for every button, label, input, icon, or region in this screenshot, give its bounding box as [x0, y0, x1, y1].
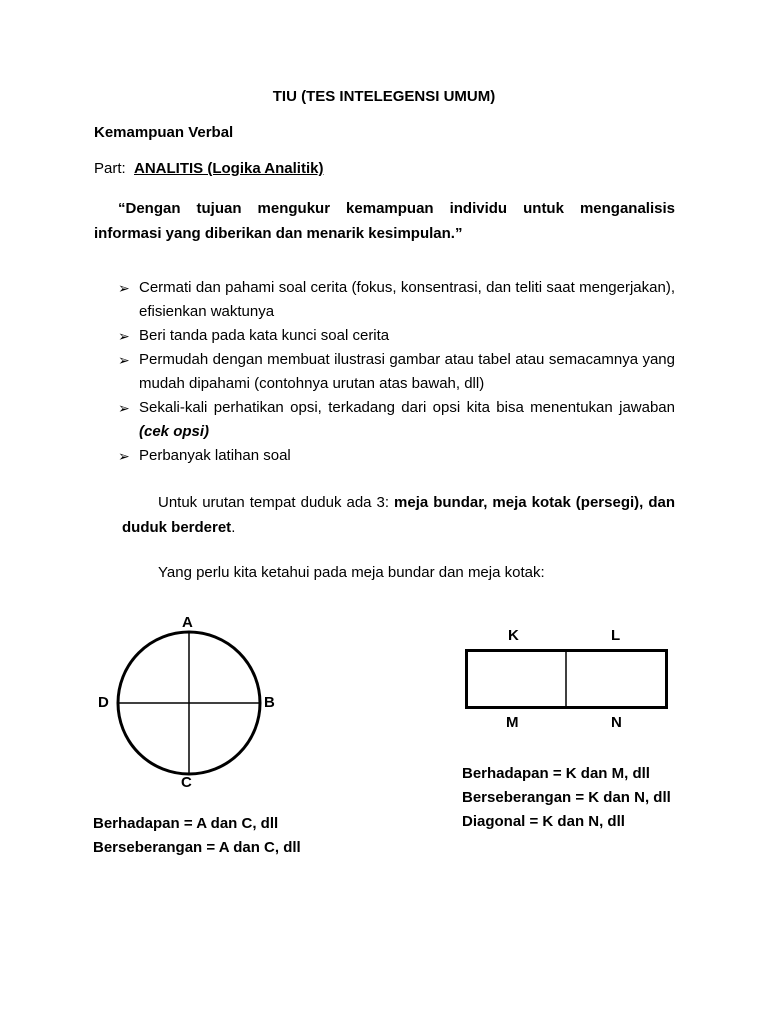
arrow-bullet-icon: ➢	[118, 328, 130, 344]
part-name: ANALITIS (Logika Analitik)	[134, 160, 324, 177]
paragraph-bold: meja bundar, meja kotak (persegi), dan duduk berderet	[122, 494, 675, 536]
seat-label-b: B	[264, 694, 275, 711]
seat-label-l: L	[611, 627, 621, 644]
list-item	[118, 324, 675, 348]
list-item	[118, 348, 675, 396]
round-table-captions	[93, 812, 301, 860]
goal-quote: “Dengan tujuan mengukur kemampuan individu untuk menganalisis informasi yang diberikan dan menarik kesimpulan.”	[94, 200, 675, 242]
list-item	[118, 396, 680, 444]
arrow-bullet-icon: ➢	[118, 400, 130, 416]
square-table-rect	[467, 651, 667, 708]
arrow-bullet-icon: ➢	[118, 352, 130, 368]
arrow-bullet-icon: ➢	[118, 280, 130, 296]
list-item-text: Sekali-kali perhatikan opsi, terkadang dari opsi kita bisa menentukan jawaban	[139, 399, 680, 416]
caption-line: Berseberangan = A dan C, dll	[93, 839, 301, 856]
seat-label-c: C	[181, 774, 192, 791]
list-item-text: Permudah dengan membuat ilustrasi gambar atau tabel atau semacamnya yang mudah dipahami (contohnya urutan atas bawah, dll)	[139, 351, 675, 392]
caption-line: Diagonal = K dan N, dll	[462, 813, 625, 830]
seat-label-n: N	[611, 714, 622, 731]
list-item-text: Cermati dan pahami soal cerita (fokus, konsentrasi, dan teliti saat mengerjakan), efisienkan waktunya	[139, 279, 675, 320]
part-prefix: Part:	[94, 160, 135, 177]
tips-list	[118, 276, 680, 468]
seat-label-m: M	[506, 714, 519, 731]
arrow-bullet-icon: ➢	[118, 448, 130, 464]
caption-line: Berhadapan = K dan M, dll	[462, 765, 650, 782]
seat-label-d: D	[98, 694, 109, 711]
round-table-circle	[118, 632, 260, 774]
list-item-emphasis: (cek opsi)	[139, 423, 210, 440]
list-item	[118, 276, 675, 324]
list-item	[118, 444, 675, 468]
seat-label-k: K	[508, 627, 519, 644]
seat-label-a: A	[182, 614, 193, 631]
list-item-text: Beri tanda pada kata kunci soal cerita	[139, 327, 390, 344]
list-item-text: Perbanyak latihan soal	[139, 447, 291, 464]
paragraph-lead: Untuk urutan tempat duduk ada 3:	[158, 494, 395, 511]
document-title: TIU (TES INTELEGENSI UMUM)	[272, 88, 496, 105]
paragraph-tail: .	[231, 519, 236, 536]
section-heading: Kemampuan Verbal	[94, 124, 234, 141]
caption-line: Berseberangan = K dan N, dll	[462, 789, 671, 806]
caption-line: Berhadapan = A dan C, dll	[93, 815, 279, 832]
part-heading	[94, 160, 323, 177]
intro-paragraph: Yang perlu kita ketahui pada meja bundar dan meja kotak:	[158, 564, 545, 581]
square-table-captions	[462, 762, 671, 834]
seating-types-paragraph	[122, 490, 675, 540]
